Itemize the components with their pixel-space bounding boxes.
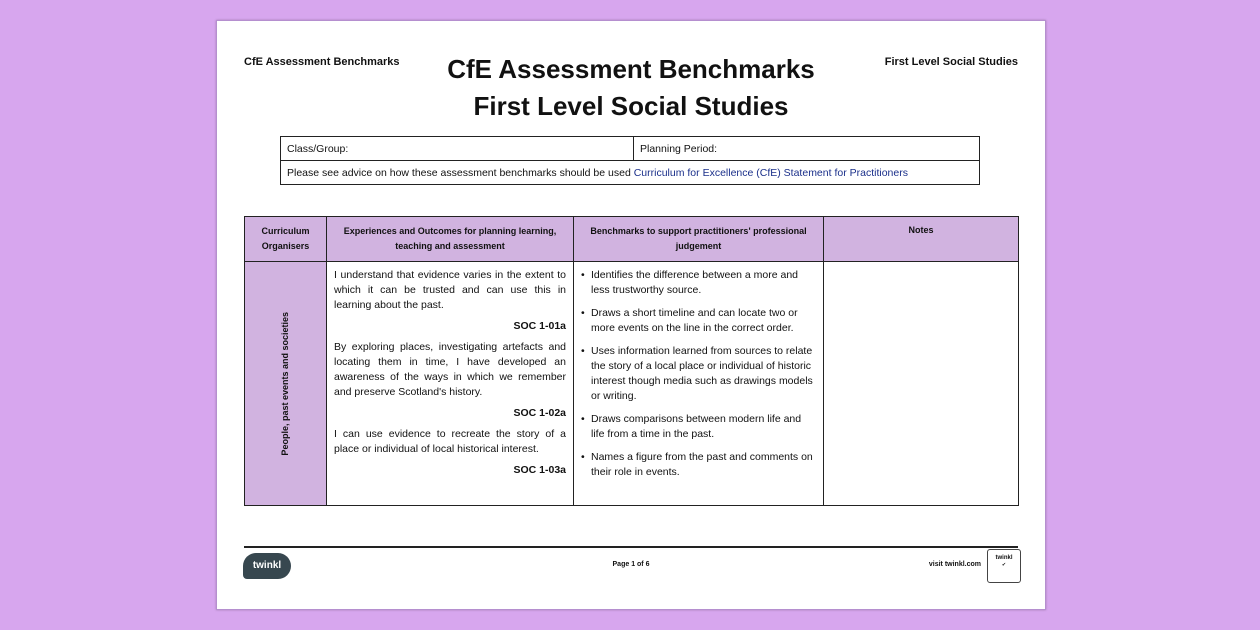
header-left-text: CfE Assessment Benchmarks: [244, 56, 400, 68]
planning-info-table: [280, 136, 980, 185]
header-curriculum-organisers: Curriculum Organisers: [245, 217, 327, 262]
title-line-1: CfE Assessment Benchmarks: [447, 54, 815, 84]
list-item: • Names a figure from the past and comments on their role in events.: [581, 450, 816, 480]
badge-check-icon: ✔: [1001, 562, 1007, 568]
visit-link[interactable]: visit twinkl.com: [928, 561, 981, 568]
planning-period-field[interactable]: Planning Period:: [634, 137, 980, 161]
outcome-text: By exploring places, investigating artefacts and locating them in time, I have developed an awareness of the ways in which we remember and preserve Scotland's history.: [334, 341, 566, 398]
badge-label: twinkl: [995, 555, 1013, 561]
title-line-2: First Level Social Studies: [473, 91, 789, 121]
list-item: • Draws comparisons between modern life and life from a time in the past.: [581, 412, 816, 442]
outcome-code: SOC 1-02a: [513, 407, 566, 419]
benchmark-list: [581, 268, 816, 480]
notes-cell[interactable]: [824, 262, 1019, 506]
quality-badge-icon: [987, 549, 1021, 583]
header-right-text: First Level Social Studies: [884, 56, 1018, 68]
page-number: Page 1 of 6: [612, 561, 650, 568]
twinkl-logo[interactable]: twinkl: [243, 553, 291, 579]
header-experiences-outcomes: Experiences and Outcomes for planning learning, teaching and assessment: [327, 217, 574, 262]
practitioners-statement-link[interactable]: Curriculum for Excellence (CfE) Statement for Practitioners: [633, 166, 908, 179]
benchmarks-cell: [574, 262, 824, 506]
list-item: • Identifies the difference between a more and less trustworthy source.: [581, 268, 816, 298]
outcomes-cell: [327, 262, 574, 506]
benchmarks-table: [244, 216, 1019, 506]
table-row: [245, 262, 1019, 506]
outcome-text: I can use evidence to recreate the story of a place or individual of local historical interest.: [334, 428, 566, 455]
outcome-code: SOC 1-01a: [513, 320, 566, 332]
list-item: • Uses information learned from sources to relate the story of a local place or individual of historic interest though media such as drawings models or writing.: [581, 344, 816, 404]
advice-text: Please see advice on how these assessment benchmarks should be used: [287, 166, 631, 179]
document-page: [216, 20, 1046, 610]
footer-divider: [244, 546, 1018, 548]
organiser-cell: [245, 262, 327, 506]
organiser-label: People, past events and societies: [280, 311, 290, 456]
outcome-code: SOC 1-03a: [513, 464, 566, 476]
list-item: • Draws a short timeline and can locate two or more events on the line in the correct order.: [581, 306, 816, 336]
advice-row: [281, 161, 980, 185]
header-benchmarks: Benchmarks to support practitioners' professional judgement: [574, 217, 824, 262]
table-header-row: [245, 217, 1019, 262]
outcome-text: I understand that evidence varies in the extent to which it can be trusted and can use this in learning about the past.: [334, 269, 566, 311]
header-notes: Notes: [824, 217, 1019, 262]
class-group-field[interactable]: Class/Group:: [281, 137, 634, 161]
page-title: [217, 51, 1045, 125]
